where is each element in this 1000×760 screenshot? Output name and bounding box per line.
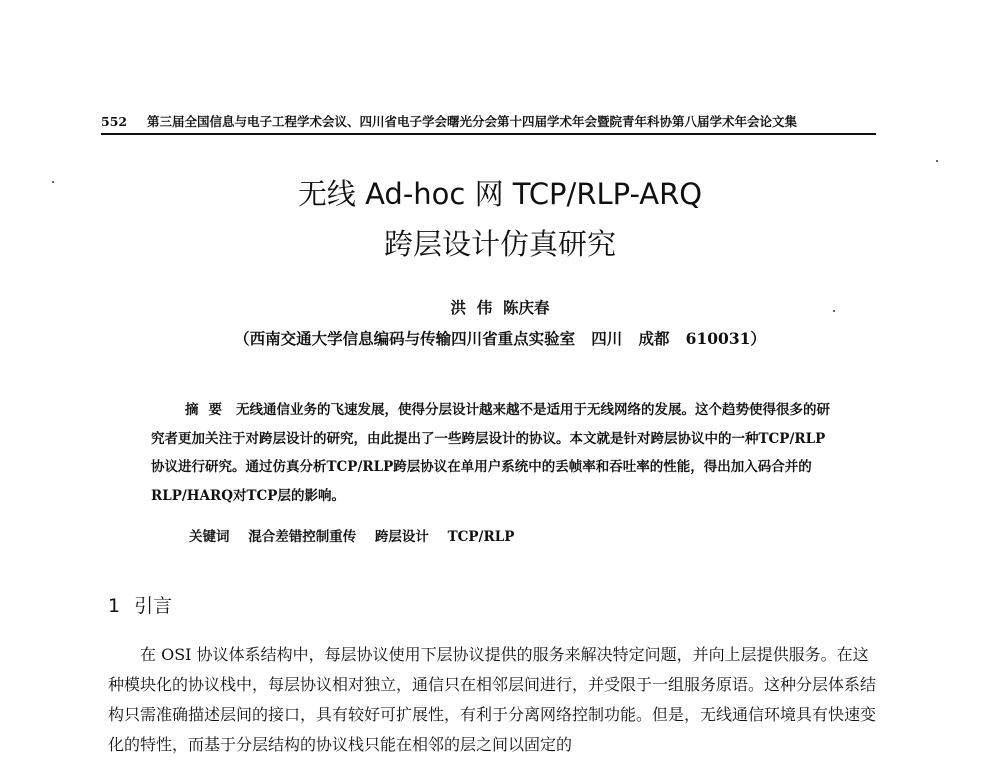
keywords-label: 关键词	[189, 529, 230, 545]
section-heading	[108, 591, 172, 618]
body-paragraph: 在 OSI 协议体系结构中，每层协议使用下层协议提供的服务来解决特定问题，并向上层提供服务。在这种模块化的协议栈中，每层协议相对独立，通信只在相邻层间进行，并受限于一组服务原语。这种分层体系结构只需准确描述层间的接口，具有较好可扩展性，有利于分离网络控制功能。但是，无线通信环境具有快速变化的特性，而基于分层结构的协议栈只能在相邻的层之间以固定的	[108, 645, 877, 754]
scan-speck	[52, 181, 54, 183]
keyword-item: 跨层设计	[374, 529, 429, 545]
conference-name: 第三届全国信息与电子工程学术会议、四川省电子学会曙光分会第十四届学术年会暨院青年科协第八届学术年会论文集	[147, 114, 798, 129]
paper-title-line-2: 跨层设计仿真研究	[383, 227, 616, 261]
scan-speck	[936, 160, 938, 162]
abstract-text: 无线通信业务的飞速发展，使得分层设计越来越不是适用于无线网络的发展。这个趋势使得很多的研究者更加关注于对跨层设计的研究，由此提出了一些跨层设计的协议。本文就是针对跨层协议中的一种TCP/RLP协议进行研究。通过仿真分析TCP/RLP跨层协议在单用户系统中的丢帧率和吞吐率的性能，得出加入码合并的RLP/HARQ对TCP层的影响。	[151, 402, 830, 504]
scan-speck	[833, 310, 835, 312]
authors: 洪 伟 陈庆春	[450, 298, 550, 317]
page-number: 552	[101, 114, 128, 129]
abstract	[151, 396, 831, 510]
running-header	[101, 112, 876, 130]
abstract-label: 摘要	[185, 402, 232, 418]
keywords	[189, 525, 528, 545]
section-number: 1	[108, 595, 121, 617]
paper-title-line-1: 无线 Ad-hoc 网 TCP/RLP-ARQ	[297, 177, 703, 211]
keyword-item: 混合差错控制重传	[248, 529, 357, 545]
keyword-item: TCP/RLP	[447, 529, 515, 545]
section-title: 引言	[134, 595, 173, 617]
affiliation: （西南交通大学信息编码与传输四川省重点实验室 四川 成都 610031）	[234, 329, 766, 348]
header-rule	[101, 133, 876, 135]
